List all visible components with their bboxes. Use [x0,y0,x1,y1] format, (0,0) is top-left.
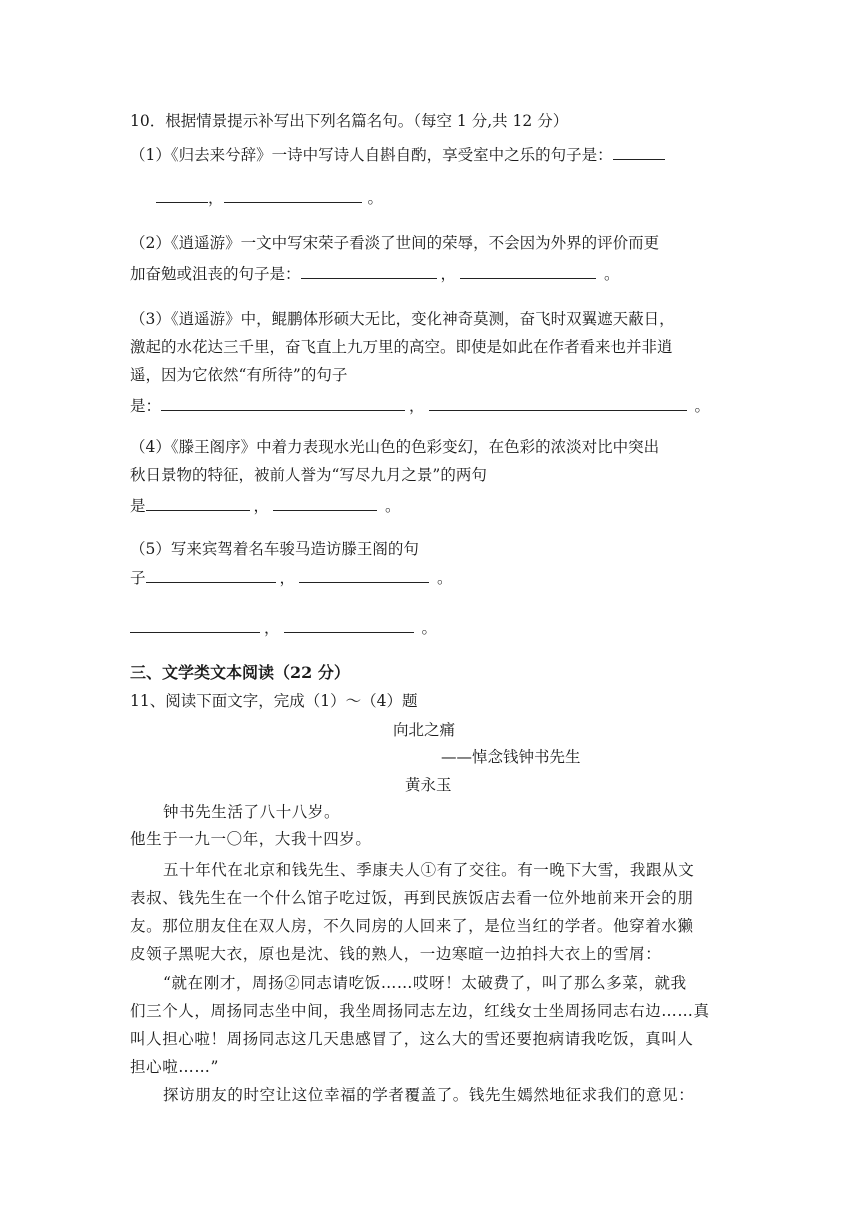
article-line: 叫人担心啦！周扬同志这几天患感冒了，这么大的雪还要抱病请我吃饭，真叫人 [130,1030,694,1048]
period: 。 [421,619,438,637]
article-subtitle: ——悼念钱钟书先生 [441,748,581,766]
article-line: 五十年代在北京和钱先生、季康夫人①有了交往。有一晚下大雪，我跟从文 [163,861,695,879]
q10-title: 10．根据情景提示补写出下列名篇名句。（每空 1 分,共 12 分） [130,112,569,130]
article-line: 他生于一九一〇年，大我十四岁。 [130,830,372,848]
section-heading: 三、文学类文本阅读（22 分） [130,663,350,682]
period: 。 [437,569,453,587]
article-line: 担心啦……” [130,1058,220,1076]
q10-part5-prompt: 子 [130,569,146,587]
article-line: 们三个人，周扬同志坐中间，我坐周扬同志左边，红线女士坐周扬同志右边……真 [130,1002,710,1020]
q11-instruction: 11、阅读下面文字，完成（1）～（4）题 [130,692,418,710]
article-author: 黄永玉 [405,776,452,794]
q10-part4-line1: （4）《滕王阁序》中着力表现水光山色的色彩变幻，在色彩的浓淡对比中突出 [130,438,660,456]
q10-part3-line4 [130,394,710,417]
answer-blank[interactable] [613,143,665,160]
q10-part2-prompt: 加奋勉或沮丧的句子是： [130,265,301,283]
q10-part2-line1: （2）《逍遥游》一文中写宋荣子看淡了世间的荣辱，不会因为外界的评价而更 [130,234,660,252]
answer-blank[interactable] [273,494,377,511]
q10-part4-line2: 秋日景物的特征，被前人誉为“写尽九月之景”的两句 [130,466,487,484]
article-line: 探访朋友的时空让这位幸福的学者覆盖了。钱先生嫣然地征求我们的意见： [163,1086,695,1104]
answer-blank[interactable] [299,566,429,583]
answer-blank[interactable] [224,186,362,203]
answer-blank[interactable] [284,616,414,633]
q10-part5-line2 [130,566,453,589]
q10-part3-line1: （3）《逍遥游》中，鲲鹏体形硕大无比，变化神奇莫测，奋飞时双翼遮天蔽日， [130,310,675,328]
answer-blank[interactable] [130,616,260,633]
comma: ， [440,265,457,283]
q10-part5-line3 [130,616,437,639]
article-line: 皮领子黑呢大衣，原也是沈、钱的熟人，一边寒暄一边拍抖大衣上的雪屑： [130,945,662,963]
answer-blank[interactable] [301,262,437,279]
q10-part4-prompt: 是 [130,497,146,515]
article-line: 表叔、钱先生在一个什么馆子吃过饭，再到民族饭店去看一位外地前来开会的朋 [130,889,694,907]
period: 。 [367,189,384,207]
answer-blank[interactable] [156,186,208,203]
comma: ， [409,397,425,415]
q10-part3-line3: 遥，因为它依然“有所待”的句子 [130,366,348,384]
answer-blank[interactable] [146,566,276,583]
answer-blank[interactable] [146,494,250,511]
comma: ， [253,497,270,515]
q10-part2-line2 [130,262,620,285]
q10-part1-line2 [156,186,383,209]
article-line: 钟书先生活了八十八岁。 [163,803,341,821]
q10-part5-line1: （5）写来宾驾着名车骏马造访滕王阁的句 [130,540,419,558]
comma: ， [208,189,224,207]
article-line: “就在刚才，周扬②同志请吃饭……哎呀！太破费了，叫了那么多菜，就我 [163,974,687,992]
answer-blank[interactable] [161,394,405,411]
period: 。 [385,497,401,515]
q10-part1-prompt: （1）《归去来兮辞》一诗中写诗人自斟自酌，享受室中之乐的句子是： [130,146,613,164]
q10-part3-line2: 激起的水花达三千里，奋飞直上九万里的高空。即使是如此在作者看来也并非逍 [130,338,673,356]
q10-part1-line1 [130,143,665,166]
article-line: 友。那位朋友住在双人房，不久同房的人回来了，是位当红的学者。他穿着水獭 [130,917,694,935]
comma: ， [279,569,296,587]
q10-part3-prompt: 是： [130,397,162,415]
period: 。 [604,265,620,283]
article-title: 向北之痛 [393,721,456,739]
comma: ， [264,619,280,637]
answer-blank[interactable] [429,394,687,411]
period: 。 [694,397,711,415]
answer-blank[interactable] [460,262,596,279]
q10-part4-line3 [130,494,401,517]
